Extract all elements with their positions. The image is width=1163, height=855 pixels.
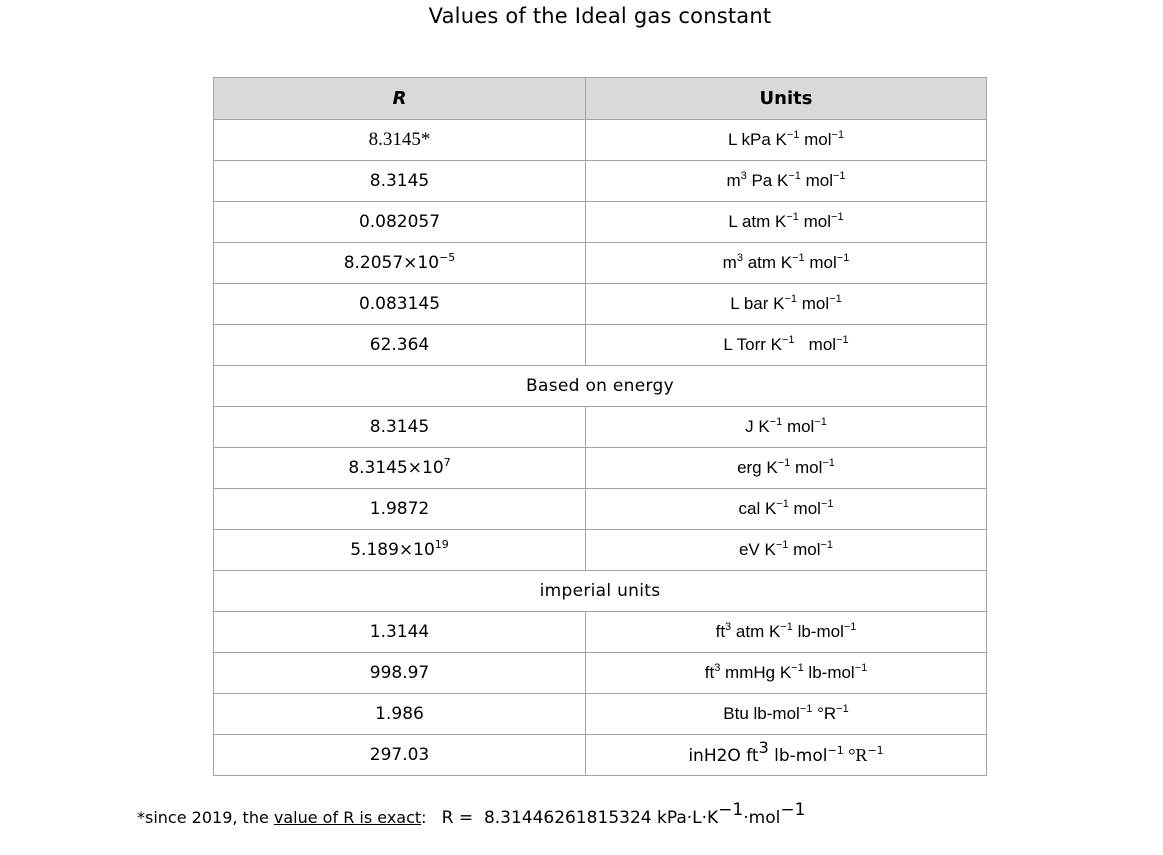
units-text: cal K (738, 499, 777, 518)
column-header-units: Units (586, 78, 987, 120)
units-text: inH2O ft (688, 745, 759, 766)
units-cell (586, 694, 987, 735)
r-value: 62.364 (214, 325, 586, 366)
table-row (214, 735, 987, 776)
units-cell (586, 407, 987, 448)
table-row (214, 407, 987, 448)
r-value: 1.3144 (214, 612, 586, 653)
units-exponent: −1 (822, 457, 835, 469)
r-value: 8.3145 (214, 407, 586, 448)
units-exponent: −1 (843, 621, 857, 633)
page-title: Values of the Ideal gas constant (428, 4, 772, 28)
units-text: mol (799, 130, 832, 149)
r-value-base: 5.189×10 (350, 540, 435, 560)
table-row (214, 325, 987, 366)
r-value-exponent: 7 (443, 456, 451, 469)
units-exponent: −1 (799, 703, 813, 715)
table-row (214, 120, 987, 161)
units-exponent: −1 (777, 457, 791, 469)
units-text: lb-mol (792, 622, 844, 641)
equation-exponent: −1 (780, 800, 806, 820)
units-text: mmHg K (720, 663, 792, 682)
units-exponent: −1 (833, 170, 846, 182)
table-row (214, 284, 987, 325)
units-exponent: −1 (786, 129, 800, 141)
section-heading: Based on energy (214, 366, 987, 407)
table-row (214, 612, 987, 653)
table-row (214, 530, 987, 571)
units-text: mol (790, 458, 823, 477)
units-exponent: 3 (725, 621, 732, 633)
units-exponent: −1 (831, 211, 844, 223)
units-exponent: −1 (827, 743, 844, 757)
units-text: Pa K (746, 171, 789, 190)
gas-constant-table-wrapper (213, 77, 986, 776)
table-row (214, 694, 987, 735)
units-cell (586, 284, 987, 325)
r-value (214, 530, 586, 571)
r-value (214, 448, 586, 489)
units-exponent: 3 (758, 737, 769, 757)
units-text: mol (804, 253, 837, 272)
units-text: lb-mol (768, 745, 828, 766)
units-exponent: −1 (784, 293, 798, 305)
units-exponent: −1 (854, 662, 868, 674)
equation-unit: ·mol (743, 808, 781, 828)
equation-exponent: −1 (718, 800, 744, 820)
units-exponent: −1 (829, 293, 842, 305)
r-value: 0.082057 (214, 202, 586, 243)
units-cell (586, 489, 987, 530)
units-cell (586, 202, 987, 243)
equation-value: 8.31446261815324 kPa·L·K (483, 808, 719, 828)
units-exponent: 3 (714, 662, 721, 674)
units-text: L bar K (730, 294, 785, 313)
units-text: ft (704, 663, 715, 682)
units-exponent: 3 (740, 170, 747, 182)
units-exponent: −1 (867, 743, 884, 757)
r-value: 998.97 (214, 653, 586, 694)
units-text: atm K (742, 253, 793, 272)
units-text: erg K (737, 458, 778, 477)
units-text: L kPa K (727, 130, 787, 149)
table-row (214, 202, 987, 243)
r-value (214, 243, 586, 284)
section-row-energy (214, 366, 987, 407)
r-value: 297.03 (214, 735, 586, 776)
units-text: m (726, 171, 741, 190)
units-exponent: −1 (831, 129, 845, 141)
units-cell (586, 161, 987, 202)
table-row (214, 489, 987, 530)
units-text: L Torr K (723, 335, 782, 354)
units-cell (586, 612, 987, 653)
units-exponent: −1 (836, 334, 849, 346)
units-text: °R (843, 744, 868, 765)
units-text: mol (788, 499, 821, 518)
units-exponent: −1 (781, 334, 795, 346)
column-header-r: R (214, 78, 586, 120)
units-text: eV K (738, 540, 776, 559)
units-cell (586, 530, 987, 571)
units-exponent: −1 (769, 416, 783, 428)
units-text: mol (798, 212, 832, 231)
units-exponent: −1 (788, 170, 801, 182)
units-cell (586, 653, 987, 694)
units-text: lb-mol (803, 663, 855, 682)
table-row (214, 243, 987, 284)
units-cell (586, 325, 987, 366)
units-text: Btu lb-mol (723, 704, 800, 723)
table-header-row (214, 78, 987, 120)
units-text: mol (782, 417, 815, 436)
r-value-exponent: −5 (439, 251, 456, 264)
r-value: 1.9872 (214, 489, 586, 530)
units-text: °R (812, 704, 837, 723)
units-exponent: −1 (791, 662, 804, 674)
units-cell (586, 120, 987, 161)
exact-value-link[interactable]: value of R is exact (273, 808, 422, 827)
units-cell (586, 448, 987, 489)
gas-constant-table (213, 77, 987, 776)
section-heading: imperial units (214, 571, 987, 612)
units-exponent: −1 (792, 252, 805, 264)
units-text: mol (788, 540, 821, 559)
r-value-base: 8.2057×10 (343, 253, 440, 273)
r-value: 0.083145 (214, 284, 586, 325)
r-value: 1.986 (214, 694, 586, 735)
units-exponent: 3 (736, 252, 743, 264)
exact-value-equation (441, 800, 806, 828)
units-exponent: −1 (836, 703, 849, 715)
units-text: mol (794, 335, 837, 354)
r-value: 8.3145 (214, 161, 586, 202)
r-value-exponent: 19 (434, 538, 449, 551)
equation-lhs: R = (441, 808, 474, 828)
footnote (137, 800, 806, 828)
units-exponent: −1 (814, 416, 827, 428)
units-exponent: −1 (836, 252, 850, 264)
units-text: mol (800, 171, 833, 190)
units-text: ft (715, 622, 726, 641)
units-exponent: −1 (780, 621, 793, 633)
units-exponent: −1 (776, 498, 789, 510)
table-row (214, 653, 987, 694)
units-exponent: −1 (820, 539, 834, 551)
table-row (214, 161, 987, 202)
units-cell (586, 243, 987, 284)
units-exponent: −1 (786, 211, 799, 223)
units-exponent: −1 (820, 498, 834, 510)
r-value-base: 8.3145×10 (348, 458, 444, 478)
table-row (214, 448, 987, 489)
units-text: mol (797, 294, 830, 313)
units-exponent: −1 (775, 539, 789, 551)
footnote-colon: : (421, 808, 427, 827)
units-text: J K (745, 417, 770, 436)
units-text: m (722, 253, 737, 272)
units-cell (586, 735, 987, 776)
r-value: 8.3145* (214, 120, 586, 161)
units-text: L atm K (728, 212, 787, 231)
footnote-prefix: *since 2019, the (137, 808, 274, 827)
section-row-imperial (214, 571, 987, 612)
units-text: atm K (731, 622, 781, 641)
